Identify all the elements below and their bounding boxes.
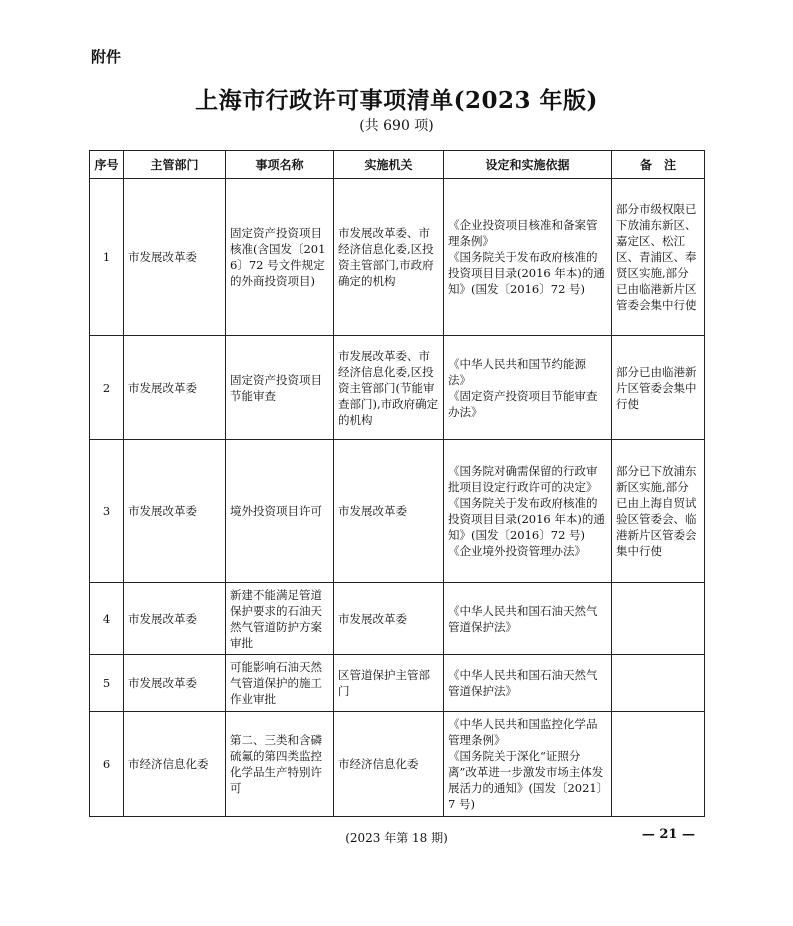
document-subtitle: (共 690 项): [359, 118, 434, 134]
row-agency: 市发展改革委: [334, 440, 444, 583]
page-number: — 21 —: [641, 827, 695, 842]
row-note: 部分已下放浦东新区实施,部分已由上海自贸试验区管委会、临港新片区管委会集中行使: [612, 440, 705, 583]
row-no: 6: [90, 712, 124, 817]
column-header-name: 事项名称: [226, 151, 334, 179]
row-basis: 《企业投资项目核准和备案管理条例》 《国务院关于发布政府核准的投资项目目录(2016 年本)的通知》(国发〔2016〕72 号): [444, 179, 612, 336]
row-name: 境外投资项目许可: [226, 440, 334, 583]
column-header-agency: 实施机关: [334, 151, 444, 179]
row-no: 4: [90, 583, 124, 655]
table-row: [90, 179, 705, 336]
row-no: 2: [90, 336, 124, 440]
row-note: 部分已由临港新片区管委会集中行使: [612, 336, 705, 440]
document-title: 上海市行政许可事项清单(2023 年版): [195, 87, 598, 114]
annex-label: 附件: [91, 48, 122, 66]
row-no: 5: [90, 655, 124, 712]
issue-number: (2023 年第 18 期): [345, 831, 448, 845]
table-header-row: [90, 151, 705, 179]
row-name: 固定资产投资项目核准(含国发〔2016〕72 号文件规定的外商投资项目): [226, 179, 334, 336]
row-no: 3: [90, 440, 124, 583]
row-agency: 市发展改革委、市经济信息化委,区投资主管部门,市政府确定的机构: [334, 179, 444, 336]
row-dept: 市发展改革委: [124, 440, 226, 583]
row-dept: 市经济信息化委: [124, 712, 226, 817]
row-no: 1: [90, 179, 124, 336]
row-basis: 《中华人民共和国石油天然气管道保护法》: [444, 655, 612, 712]
table-row: [90, 655, 705, 712]
row-dept: 市发展改革委: [124, 583, 226, 655]
permit-list-table: [89, 150, 705, 817]
row-agency: 市发展改革委、市经济信息化委,区投资主管部门(节能审查部门),市政府确定的机构: [334, 336, 444, 440]
row-basis: 《中华人民共和国节约能源法》 《固定资产投资项目节能审查办法》: [444, 336, 612, 440]
row-basis: 《国务院对确需保留的行政审批项目设定行政许可的决定》 《国务院关于发布政府核准的投资项目目录(2016 年本)的通知》(国发〔2016〕72 号) 《企业境外投资管理办法》: [444, 440, 612, 583]
row-agency: 区管道保护主管部门: [334, 655, 444, 712]
row-name: 可能影响石油天然气管道保护的施工作业审批: [226, 655, 334, 712]
row-agency: 市发展改革委: [334, 583, 444, 655]
table-row: [90, 583, 705, 655]
row-note: 部分市级权限已下放浦东新区、嘉定区、松江区、青浦区、奉贤区实施,部分已由临港新片区管委会集中行使: [612, 179, 705, 336]
table-row: [90, 336, 705, 440]
row-basis: 《中华人民共和国监控化学品管理条例》 《国务院关于深化“证照分离”改革进一步激发市场主体发展活力的通知》(国发〔2021〕7 号): [444, 712, 612, 817]
row-name: 新建不能满足管道保护要求的石油天然气管道防护方案审批: [226, 583, 334, 655]
row-name: 第二、三类和含磷硫氟的第四类监控化学品生产特别许可: [226, 712, 334, 817]
column-header-no: 序号: [90, 151, 124, 179]
row-note: [612, 655, 705, 712]
row-note: [612, 712, 705, 817]
column-header-dept: 主管部门: [124, 151, 226, 179]
row-basis: 《中华人民共和国石油天然气管道保护法》: [444, 583, 612, 655]
column-header-basis: 设定和实施依据: [444, 151, 612, 179]
row-agency: 市经济信息化委: [334, 712, 444, 817]
row-name: 固定资产投资项目节能审查: [226, 336, 334, 440]
row-dept: 市发展改革委: [124, 655, 226, 712]
row-dept: 市发展改革委: [124, 179, 226, 336]
table-row: [90, 440, 705, 583]
row-dept: 市发展改革委: [124, 336, 226, 440]
table-row: [90, 712, 705, 817]
row-note: [612, 583, 705, 655]
column-header-note: 备 注: [612, 151, 705, 179]
